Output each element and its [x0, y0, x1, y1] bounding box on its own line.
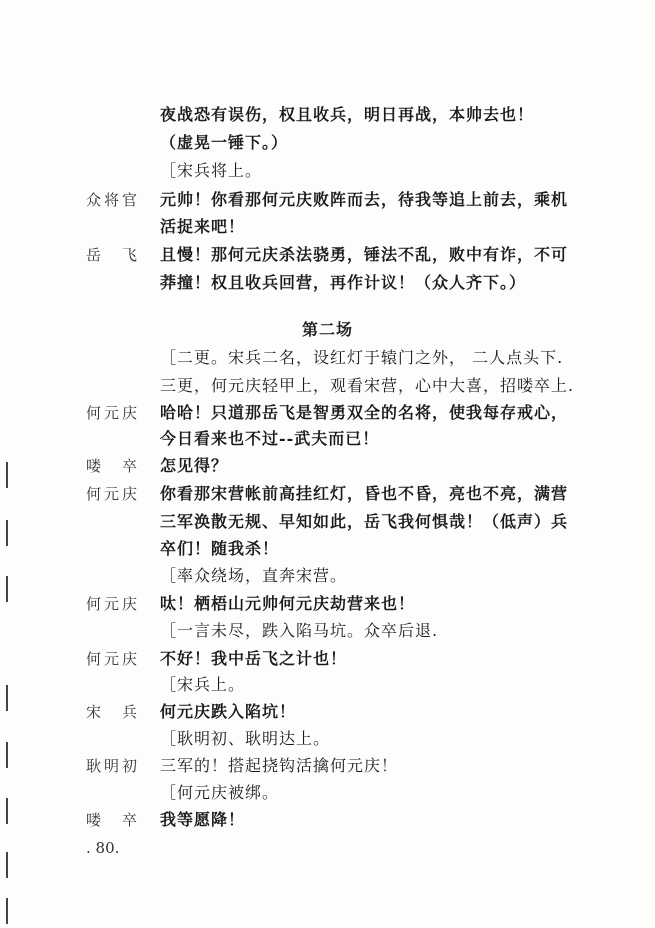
- dialogue-text: 呔！栖梧山元帅何元庆劫营来也！: [160, 594, 416, 613]
- script-line: [0, 535, 655, 563]
- page-number: . 80.: [86, 839, 120, 857]
- script-line: [0, 806, 655, 834]
- speaker-name: 何元庆: [86, 485, 141, 503]
- script-line: [0, 372, 655, 400]
- script-line: [0, 671, 655, 699]
- dialogue-text: 莽撞！权且收兵回营，再作计议！（众人齐下。）: [160, 273, 527, 292]
- script-line: [0, 452, 655, 480]
- stage-direction: ［率众绕场，直奔宋营。: [160, 566, 348, 585]
- stage-direction: ［何元庆被绑。: [160, 783, 280, 802]
- speaker-name: 何元庆: [86, 650, 141, 668]
- stage-direction: 三更，何元庆轻甲上，观看宋营，心中大喜，招喽卒上.: [160, 376, 575, 395]
- script-line: [0, 241, 655, 269]
- scan-edge-mark: [6, 685, 8, 711]
- dialogue-text: 怎见得？: [160, 456, 229, 475]
- speaker-name: 岳 飞: [86, 246, 141, 264]
- scan-edge-mark: [6, 898, 8, 924]
- script-line: [0, 752, 655, 780]
- scan-edge-mark: [6, 576, 8, 602]
- speaker-name: 喽 卒: [86, 811, 141, 829]
- scene-title: 第二场: [301, 320, 353, 339]
- script-line: [0, 213, 655, 241]
- script-line: [0, 101, 655, 129]
- script-line: [0, 725, 655, 753]
- dialogue-text: 卒们！随我杀！: [160, 539, 280, 558]
- script-line: [0, 186, 655, 214]
- dialogue-text: 不好！我中岳飞之计也！: [160, 649, 348, 668]
- script-line: [0, 698, 655, 726]
- dialogue-text: 今日看来也不过--武夫而已！: [160, 429, 380, 448]
- dialogue-text: 且慢！那何元庆杀法骁勇，锤法不乱，败中有诈，不可: [160, 245, 569, 264]
- script-line: [0, 779, 655, 807]
- dialogue-text: 哈哈！只道那岳飞是智勇双全的名将，使我每存戒心，: [160, 403, 569, 422]
- script-line: [0, 480, 655, 508]
- stage-direction: ［一言未尽，跌入陷马坑。众卒后退.: [160, 621, 439, 640]
- scan-edge-mark: [6, 798, 8, 824]
- stage-direction: ［宋兵上。: [160, 675, 246, 694]
- scan-edge-mark: [6, 520, 8, 546]
- script-line: [0, 129, 655, 157]
- script-line: [0, 344, 655, 372]
- dialogue-text: 你看那宋营帐前高挂红灯，昏也不昏，亮也不亮，满营: [160, 484, 569, 503]
- stage-direction: ［耿明初、耿明达上。: [160, 729, 331, 748]
- stage-direction: ［二更。宋兵二名，设红灯于辕门之外， 二人点头下.: [160, 348, 564, 367]
- dialogue-text: 活捉来吧！: [160, 217, 246, 236]
- scan-edge-mark: [6, 852, 8, 878]
- speaker-name: 耿明初: [86, 757, 141, 775]
- speaker-name: 宋 兵: [86, 703, 141, 721]
- script-line: [0, 645, 655, 673]
- dialogue-text: 三军涣散无规、早知如此，岳飞我何惧哉！（低声）兵: [160, 512, 569, 531]
- speaker-name: 喽 卒: [86, 457, 141, 475]
- script-line: [0, 508, 655, 536]
- speaker-name: 何元庆: [86, 595, 141, 613]
- script-line: [0, 157, 655, 185]
- script-line: [0, 617, 655, 645]
- stage-direction: （虚晃一锤下。）: [160, 133, 289, 152]
- scan-edge-mark: [6, 462, 8, 488]
- dialogue-text: 何元庆跌入陷坑！: [160, 702, 297, 721]
- dialogue-text: 夜战恐有误伤，权且收兵，明日再战，本帅去也！: [160, 105, 535, 124]
- dialogue-text: 元帅！你看那何元庆败阵而去，待我等追上前去，乘机: [160, 190, 569, 209]
- dialogue-text: 三军的！搭起挠钩活擒何元庆！: [160, 756, 399, 775]
- script-line: [0, 590, 655, 618]
- script-line: [0, 562, 655, 590]
- scan-edge-mark: [6, 742, 8, 768]
- script-line: [0, 269, 655, 297]
- script-line: [0, 399, 655, 427]
- script-line: [0, 425, 655, 453]
- speaker-name: 众将官: [86, 191, 141, 209]
- stage-direction: ［宋兵将上。: [160, 161, 263, 180]
- speaker-name: 何元庆: [86, 404, 141, 422]
- dialogue-text: 我等愿降！: [160, 810, 246, 829]
